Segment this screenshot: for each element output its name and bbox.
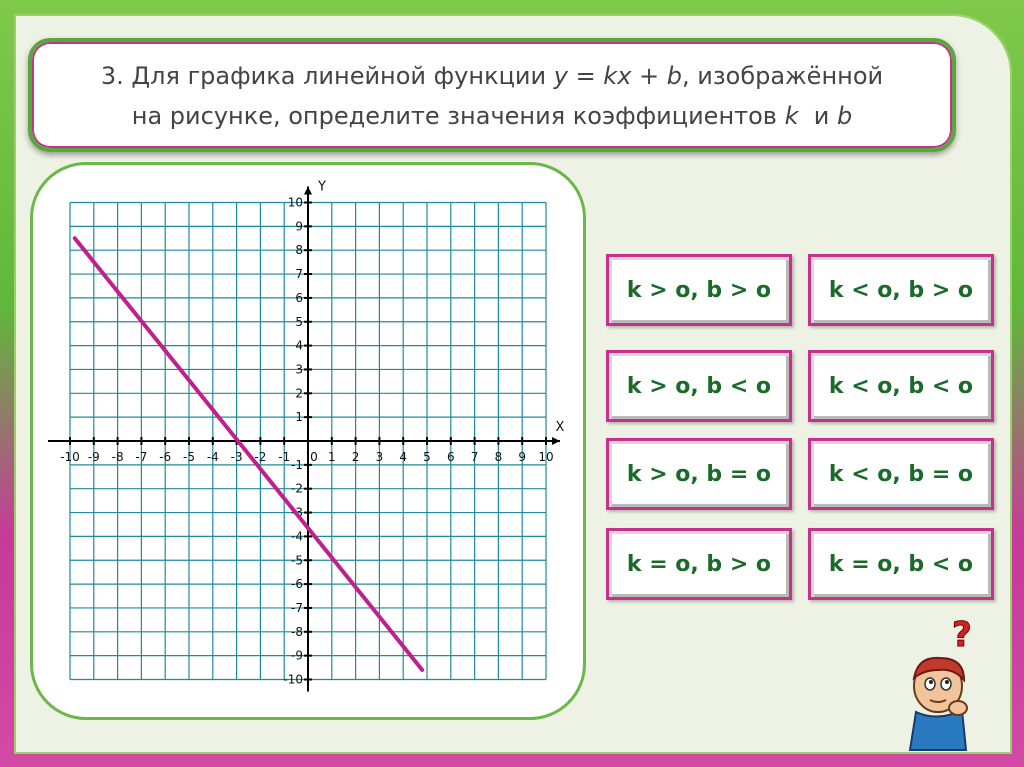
y-tick-label: 5	[295, 314, 303, 329]
y-tick-label: 1	[295, 410, 303, 425]
x-tick-label: -3	[230, 450, 243, 464]
thinking-boy-icon	[902, 612, 986, 752]
question-var-k: k	[784, 102, 799, 130]
x-tick-label: 8	[494, 450, 503, 464]
answer-button-6[interactable]: k < o, b = o	[808, 438, 994, 510]
x-tick-label: -4	[206, 450, 219, 464]
y-tick-label: 9	[295, 219, 303, 234]
y-tick-label: -10	[283, 672, 303, 687]
svg-text:?: ?	[952, 615, 972, 655]
y-tick-label: 4	[295, 338, 303, 353]
x-axis-arrow	[552, 437, 560, 445]
answer-button-4[interactable]: k < o, b < o	[808, 350, 994, 422]
y-tick-label: -1	[291, 457, 303, 472]
x-tick-label: 3	[375, 450, 384, 464]
x-tick-label: 0	[310, 450, 318, 464]
y-tick-label: -6	[291, 577, 303, 592]
answer-button-3[interactable]: k > o, b < o	[606, 350, 792, 422]
question-text-4: и	[798, 102, 837, 130]
x-tick-label: -9	[87, 450, 100, 464]
question-var-b: b	[836, 102, 853, 130]
answer-button-1[interactable]: k > o, b > o	[606, 254, 792, 326]
y-tick-label: 10	[287, 195, 303, 210]
y-tick-label: 2	[295, 386, 303, 401]
x-tick-label: 5	[423, 450, 431, 464]
x-tick-label: -6	[159, 450, 172, 464]
x-tick-label: -2	[254, 450, 267, 464]
x-tick-label: 1	[327, 450, 336, 464]
x-tick-label: 7	[470, 450, 479, 464]
question-text-3: на рисунке, определите значения коэффициентов	[131, 102, 785, 130]
y-axis-label: Y	[318, 179, 326, 195]
answer-button-2[interactable]: k < o, b > o	[808, 254, 994, 326]
y-tick-label: 3	[295, 362, 303, 377]
y-tick-label: 7	[295, 267, 303, 282]
x-tick-label: 10	[538, 450, 554, 464]
x-tick-label: -10	[60, 450, 80, 464]
y-tick-label: 8	[295, 243, 303, 258]
answer-button-8[interactable]: k = o, b < o	[808, 528, 994, 600]
x-tick-label: 6	[446, 450, 455, 464]
question-formula: y = kx + b	[553, 62, 683, 90]
question-text-2: , изображённой	[682, 62, 884, 90]
function-line	[75, 238, 422, 670]
answer-button-5[interactable]: k > o, b = o	[606, 438, 792, 510]
x-tick-label: -5	[183, 450, 195, 464]
question-text-1: Для графика линейной функции	[123, 62, 554, 90]
y-tick-label: -9	[291, 648, 303, 663]
x-tick-label: -7	[135, 450, 148, 464]
x-tick-label: 9	[518, 450, 527, 464]
x-axis-label: X	[555, 420, 565, 435]
y-tick-label: -5	[291, 553, 303, 568]
x-tick-label: -1	[278, 450, 291, 464]
answer-button-7[interactable]: k = o, b > o	[606, 528, 792, 600]
y-tick-label: -3	[291, 505, 303, 520]
y-tick-label: 6	[295, 290, 303, 305]
x-tick-label: -8	[111, 450, 124, 464]
y-tick-label: -2	[291, 481, 303, 496]
y-tick-label: -4	[291, 529, 303, 544]
x-tick-label: 4	[399, 450, 408, 464]
y-tick-label: -7	[291, 600, 303, 615]
y-tick-label: -8	[291, 624, 303, 639]
question-number: 3.	[100, 62, 124, 90]
y-axis-arrow	[304, 187, 312, 195]
x-tick-label: 2	[351, 450, 360, 464]
